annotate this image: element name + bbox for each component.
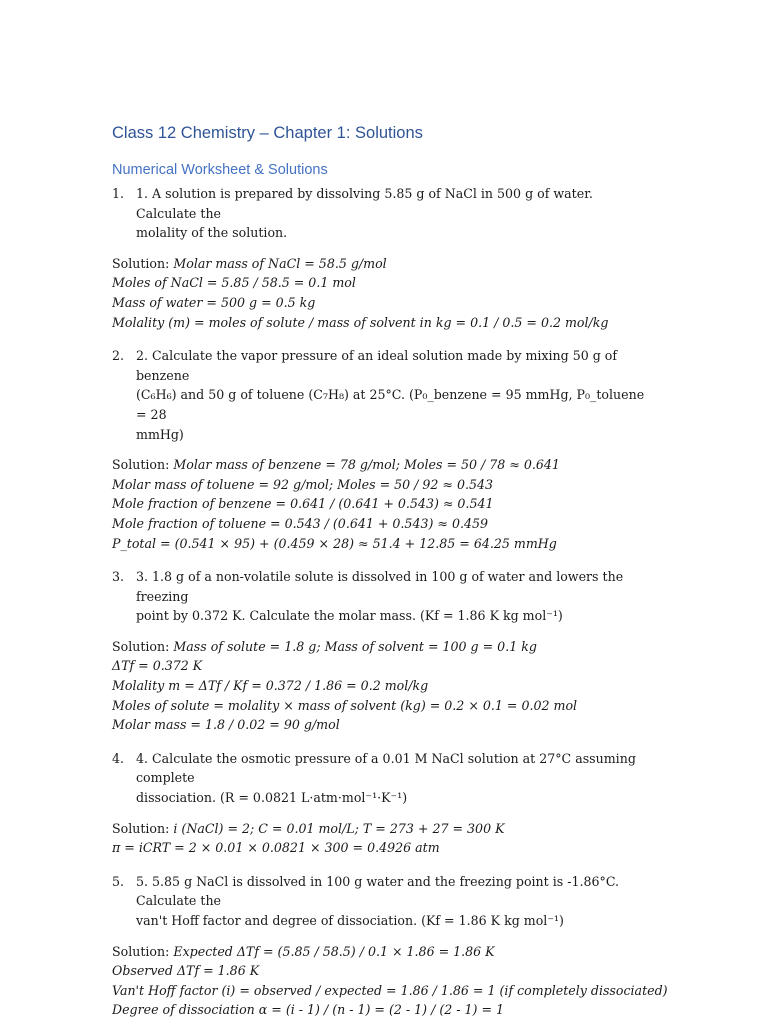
- question-number: 1.: [112, 186, 125, 201]
- solution-line: [112, 696, 652, 716]
- solution-text: Molality m = ΔTf / Kf = 0.372 / 1.86 = 0.2 mol/kg: [112, 678, 429, 694]
- solution-line: [112, 676, 652, 696]
- solution-text: Molar mass of NaCl = 58.5 g/mol: [173, 255, 387, 271]
- question-text-line: dissociation. (R = 0.0821 L·atm·mol⁻¹·K⁻¹): [136, 790, 408, 806]
- solution-block: [112, 455, 652, 553]
- document-title: Class 12 Chemistry – Chapter 1: Solutions: [112, 124, 423, 142]
- solution-line: [112, 961, 652, 981]
- question-text-line: 5. 5.85 g NaCl is dissolved in 100 g water and the freezing point is -1.86°C. Calculate the: [136, 873, 620, 909]
- solution-line: [112, 273, 652, 293]
- question-item: [112, 567, 652, 626]
- question-text-line: van't Hoff factor and degree of dissociation. (Kf = 1.86 K kg mol⁻¹): [136, 913, 564, 928]
- question-number: 2.: [112, 348, 125, 364]
- solution-line: [112, 656, 652, 676]
- question-number: 3.: [112, 569, 125, 585]
- solution-line: [112, 715, 652, 735]
- question-number: 5.: [112, 873, 125, 889]
- solution-text: Expected ΔTf = (5.85 / 58.5) / 0.1 × 1.86 = 1.86 K: [173, 943, 495, 959]
- solution-line: [112, 838, 652, 858]
- solution-label: Solution:: [112, 638, 174, 654]
- solution-line: [112, 1000, 652, 1020]
- solution-block: [112, 819, 652, 858]
- solution-line: [112, 293, 652, 313]
- solution-label: Solution:: [112, 255, 174, 271]
- solution-line: [112, 942, 652, 962]
- question-text-line: 1. A solution is prepared by dissolving 5.85 g of NaCl in 500 g of water. Calculate the: [136, 186, 593, 221]
- solution-text: P_total = (0.541 × 95) + (0.459 × 28) ≈ 51.4 + 12.85 = 64.25 mmHg: [112, 535, 557, 551]
- solution-text: ΔTf = 0.372 K: [112, 658, 203, 674]
- solution-block: [112, 254, 652, 332]
- solution-line: [112, 819, 652, 839]
- solution-text: Molar mass = 1.8 / 0.02 = 90 g/mol: [112, 717, 340, 733]
- solution-text: Mass of solute = 1.8 g; Mass of solvent = 100 g = 0.1 kg: [173, 638, 537, 654]
- solution-line: [112, 494, 652, 514]
- solution-text: Degree of dissociation α = (i - 1) / (n - 1) = (2 - 1) / (2 - 1) = 1: [112, 1002, 505, 1018]
- question-text-line: 4. Calculate the osmotic pressure of a 0.01 M NaCl solution at 27°C assuming complete: [136, 750, 636, 786]
- solution-line: [112, 534, 652, 554]
- question-text-line: mmHg): [136, 426, 184, 442]
- solution-line: [112, 637, 652, 657]
- solution-text: Molar mass of toluene = 92 g/mol; Moles = 50 / 92 ≈ 0.543: [112, 476, 494, 492]
- solution-line: [112, 981, 668, 1001]
- question-item: [112, 872, 652, 931]
- document-subtitle: Numerical Worksheet & Solutions: [112, 162, 328, 178]
- solution-label: Solution:: [112, 457, 174, 473]
- solution-text: Molality (m) = moles of solute / mass of solvent in kg = 0.1 / 0.5 = 0.2 mol/kg: [112, 314, 609, 330]
- worksheet-content: [112, 184, 668, 1034]
- question-text-line: molality of the solution.: [136, 225, 288, 241]
- question-text-line: (C₆H₆) and 50 g of toluene (C₇H₈) at 25°C. (P₀_benzene = 95 mmHg, P₀_toluene = 28: [136, 387, 645, 422]
- solution-text: i (NaCl) = 2; C = 0.01 mol/L; T = 273 + 27 = 300 K: [173, 820, 505, 836]
- solution-label: Solution:: [112, 943, 174, 959]
- solution-label: Solution:: [112, 820, 174, 836]
- solution-line: [112, 475, 652, 495]
- question-text-line: 2. Calculate the vapor pressure of an ideal solution made by mixing 50 g of benzene: [136, 348, 618, 383]
- question-item: [112, 346, 652, 444]
- solution-text: Moles of solute = molality × mass of solvent (kg) = 0.2 × 0.1 = 0.02 mol: [112, 697, 578, 713]
- question-text-line: point by 0.372 K. Calculate the molar mass. (Kf = 1.86 K kg mol⁻¹): [136, 608, 563, 624]
- solution-line: [112, 313, 652, 333]
- solution-text: π = iCRT = 2 × 0.01 × 0.0821 × 300 = 0.4926 atm: [112, 840, 440, 856]
- solution-text: Mole fraction of toluene = 0.543 / (0.641 + 0.543) ≈ 0.459: [112, 515, 488, 531]
- solution-block: [112, 942, 668, 1020]
- question-text-line: 3. 1.8 g of a non-volatile solute is dissolved in 100 g of water and lowers the freezing: [136, 569, 624, 604]
- solution-block: [112, 637, 652, 735]
- question-number: 4.: [112, 750, 125, 766]
- solution-text: Mole fraction of benzene = 0.641 / (0.641 + 0.543) ≈ 0.541: [112, 496, 494, 512]
- solution-text: Mass of water = 500 g = 0.5 kg: [112, 294, 316, 310]
- question-item: [112, 749, 652, 808]
- solution-line: [112, 254, 652, 274]
- question-item: [112, 184, 652, 243]
- solution-text: Molar mass of benzene = 78 g/mol; Moles = 50 / 78 ≈ 0.641: [173, 457, 560, 473]
- solution-text: Moles of NaCl = 5.85 / 58.5 = 0.1 mol: [112, 275, 356, 291]
- solution-text: Observed ΔTf = 1.86 K: [112, 963, 260, 979]
- solution-line: [112, 514, 652, 534]
- solution-line: [112, 455, 652, 475]
- solution-text: Van't Hoff factor (i) = observed / expected = 1.86 / 1.86 = 1 (if completely dissociated): [112, 982, 668, 998]
